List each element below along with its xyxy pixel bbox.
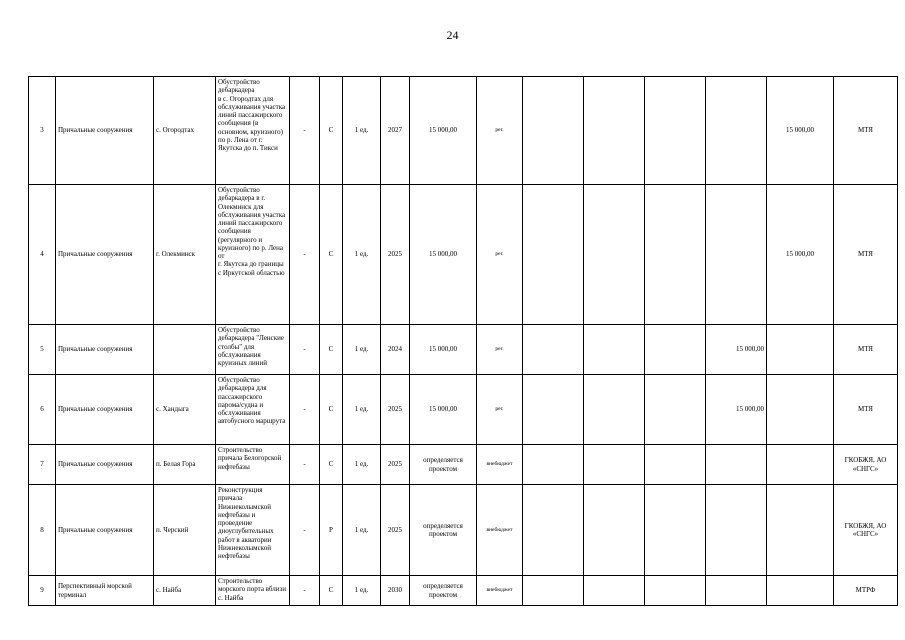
- amount-col-14: 15 000,00: [706, 375, 767, 445]
- funding-source: рег.: [477, 77, 523, 185]
- row-number: 7: [29, 445, 56, 485]
- empty-cell: [645, 185, 706, 325]
- year: 2025: [381, 375, 410, 445]
- work-type: Р: [320, 485, 343, 576]
- table-row: [29, 325, 898, 375]
- cost: определяется проектом: [410, 485, 477, 576]
- description: Обустройство дебаркадера для пассажирского парома/судна и обслуживания автобусного маршрута: [216, 375, 290, 445]
- work-type: С: [320, 576, 343, 606]
- funding-source: рег.: [477, 325, 523, 375]
- description: Реконструкция причала Нижнеколымской нефтебазы и проведение дноуглубительных работ в акватории Нижнеколымской нефтебазы: [216, 485, 290, 576]
- empty-cell: [645, 485, 706, 576]
- work-type: С: [320, 185, 343, 325]
- amount-col-14: [706, 576, 767, 606]
- amount-col-14: [706, 77, 767, 185]
- amount-col-14: [706, 185, 767, 325]
- column-5: -: [290, 375, 320, 445]
- cost: 15 000,00: [410, 375, 477, 445]
- table-row: [29, 375, 898, 445]
- responsible: ГКОБЖЯ, АО «СНГС»: [834, 445, 898, 485]
- cost: 15 000,00: [410, 185, 477, 325]
- empty-cell: [645, 445, 706, 485]
- structure-type: Причальные сооружения: [56, 325, 154, 375]
- funding-source: рег.: [477, 185, 523, 325]
- column-5: -: [290, 185, 320, 325]
- location: с. Хандыга: [154, 375, 216, 445]
- description: Обустройство дебаркадера в г. Олекминск для обслуживания участка линий пассажирского сообщения (регулярного и круизного) по р. Лена от г. Якутска до границы с Иркутской областью: [216, 185, 290, 325]
- description: Обустройство дебаркадера "Ленские столбы" для обслуживания круизных линий: [216, 325, 290, 375]
- funding-source: внебюджет: [477, 576, 523, 606]
- responsible: МТЯ: [834, 185, 898, 325]
- table-row: [29, 445, 898, 485]
- page-number: 24: [446, 28, 459, 42]
- row-number: 6: [29, 375, 56, 445]
- amount-col-15: [767, 325, 834, 375]
- quantity: 1 ед.: [343, 375, 381, 445]
- funding-source: внебюджет: [477, 445, 523, 485]
- empty-cell: [523, 325, 584, 375]
- column-5: -: [290, 576, 320, 606]
- table-row: [29, 576, 898, 606]
- year: 2025: [381, 445, 410, 485]
- empty-cell: [645, 576, 706, 606]
- table-row: [29, 77, 898, 185]
- year: 2024: [381, 325, 410, 375]
- empty-cell: [645, 375, 706, 445]
- cost: 15 000,00: [410, 77, 477, 185]
- responsible: ГКОБЖЯ, АО «СНГС»: [834, 485, 898, 576]
- empty-cell: [523, 576, 584, 606]
- funding-source: рег.: [477, 375, 523, 445]
- work-type: С: [320, 77, 343, 185]
- amount-col-15: [767, 576, 834, 606]
- quantity: 1 ед.: [343, 576, 381, 606]
- amount-col-15: 15 000,00: [767, 185, 834, 325]
- location: п. Черский: [154, 485, 216, 576]
- location: п. Белая Гора: [154, 445, 216, 485]
- amount-col-15: [767, 445, 834, 485]
- year: 2030: [381, 576, 410, 606]
- cost: определяется проектом: [410, 445, 477, 485]
- work-type: С: [320, 375, 343, 445]
- row-number: 3: [29, 77, 56, 185]
- table-row: [29, 185, 898, 325]
- empty-cell: [523, 185, 584, 325]
- structure-type: Перспективный морской терминал: [56, 576, 154, 606]
- row-number: 9: [29, 576, 56, 606]
- quantity: 1 ед.: [343, 445, 381, 485]
- year: 2025: [381, 185, 410, 325]
- description: Обустройство дебаркадера в с. Огородтах для обслуживания участка линий пассажирского сообщения (в основном, круизного) по р. Лена от г. Якутска до п. Тикси: [216, 77, 290, 185]
- structure-type: Причальные сооружения: [56, 77, 154, 185]
- cost: определяется проектом: [410, 576, 477, 606]
- amount-col-14: 15 000,00: [706, 325, 767, 375]
- table-row: [29, 485, 898, 576]
- projects-table: [28, 76, 898, 606]
- column-5: -: [290, 445, 320, 485]
- empty-cell: [523, 445, 584, 485]
- quantity: 1 ед.: [343, 185, 381, 325]
- empty-cell: [584, 445, 645, 485]
- amount-col-14: [706, 485, 767, 576]
- column-5: -: [290, 485, 320, 576]
- location: [154, 325, 216, 375]
- year: 2027: [381, 77, 410, 185]
- amount-col-14: [706, 445, 767, 485]
- work-type: С: [320, 325, 343, 375]
- responsible: МТЯ: [834, 375, 898, 445]
- row-number: 4: [29, 185, 56, 325]
- cost: 15 000,00: [410, 325, 477, 375]
- empty-cell: [645, 77, 706, 185]
- responsible: МТРФ: [834, 576, 898, 606]
- location: с. Огородтах: [154, 77, 216, 185]
- location: с. Найба: [154, 576, 216, 606]
- row-number: 8: [29, 485, 56, 576]
- empty-cell: [584, 485, 645, 576]
- empty-cell: [523, 77, 584, 185]
- column-5: -: [290, 77, 320, 185]
- structure-type: Причальные сооружения: [56, 445, 154, 485]
- structure-type: Причальные сооружения: [56, 485, 154, 576]
- empty-cell: [584, 185, 645, 325]
- funding-source: внебюджет: [477, 485, 523, 576]
- empty-cell: [584, 325, 645, 375]
- quantity: 1 ед.: [343, 485, 381, 576]
- empty-cell: [584, 576, 645, 606]
- responsible: МТЯ: [834, 325, 898, 375]
- empty-cell: [645, 325, 706, 375]
- work-type: С: [320, 445, 343, 485]
- empty-cell: [584, 77, 645, 185]
- row-number: 5: [29, 325, 56, 375]
- description: Строительство причала Белогорской нефтебазы: [216, 445, 290, 485]
- empty-cell: [523, 485, 584, 576]
- quantity: 1 ед.: [343, 77, 381, 185]
- year: 2025: [381, 485, 410, 576]
- responsible: МТЯ: [834, 77, 898, 185]
- column-5: -: [290, 325, 320, 375]
- location: г. Олекминск: [154, 185, 216, 325]
- structure-type: Причальные сооружения: [56, 185, 154, 325]
- amount-col-15: [767, 485, 834, 576]
- quantity: 1 ед.: [343, 325, 381, 375]
- amount-col-15: [767, 375, 834, 445]
- amount-col-15: 15 000,00: [767, 77, 834, 185]
- description: Строительство морского порта вблизи с. Найба: [216, 576, 290, 606]
- structure-type: Причальные сооружения: [56, 375, 154, 445]
- empty-cell: [584, 375, 645, 445]
- empty-cell: [523, 375, 584, 445]
